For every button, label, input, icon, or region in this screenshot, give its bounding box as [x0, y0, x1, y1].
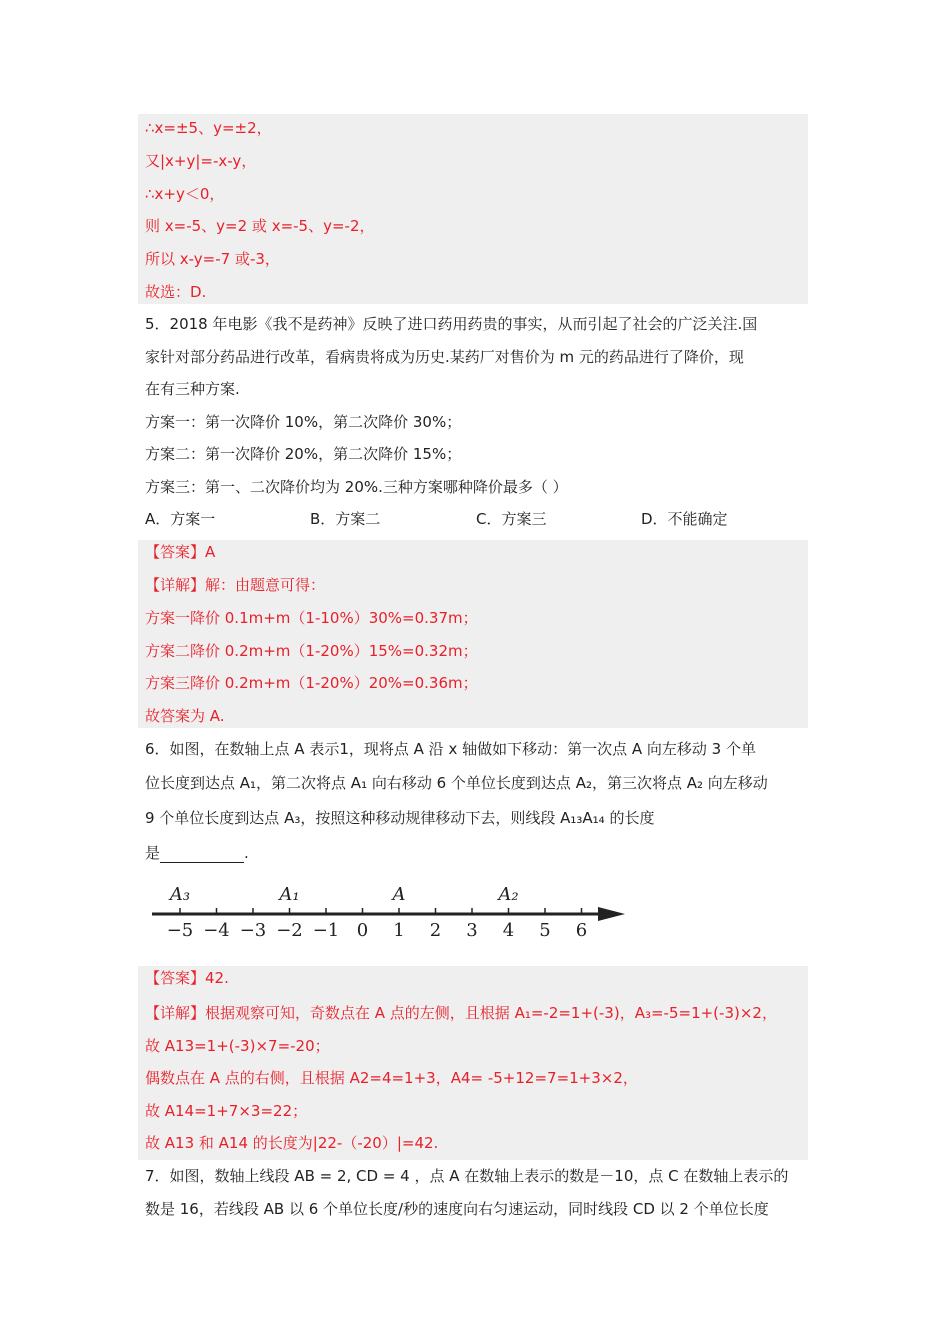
q6-detail-2: 故 A13=1+(-3)×7=-20；	[145, 1037, 330, 1055]
prev-line-6: 故选：D.	[145, 283, 207, 301]
q6-detail-4: 故 A14=1+7×3=22；	[145, 1102, 308, 1120]
tick-label: 3	[466, 920, 478, 941]
q5-stem-6: 方案三：第一、二次降价均为 20%.三种方案哪种降价最多（ ）	[145, 478, 568, 496]
tick-label: −3	[239, 920, 267, 941]
prev-line-5: 所以 x-y=-7 或-3，	[145, 250, 280, 268]
q5-option-b: B．方案二	[310, 510, 381, 528]
tick-label: 0	[356, 920, 369, 941]
q6-stem-3: 9 个单位长度到达点 A₃，按照这种移动规律移动下去，则线段 A₁₃A₁₄ 的长度	[145, 809, 655, 827]
q5-stem-2: 家针对部分药品进行改革，看病贵将成为历史.某药厂对售价为 m 元的药品进行了降价，现	[145, 348, 744, 366]
tick-label: 2	[429, 920, 442, 941]
q5-detail-2: 方案一降价 0.1m+m（1-10%）30%=0.37m；	[145, 609, 478, 627]
point-label: A₂	[498, 884, 519, 905]
q6-detail-1: 【详解】根据观察可知，奇数点在 A 点的左侧，且根据 A₁=-2=1+(-3)，A₃=-5=1+(-3)×2，	[145, 1004, 777, 1022]
q5-detail-5: 故答案为 A.	[145, 707, 225, 725]
tick-label: 4	[502, 920, 515, 941]
q5-detail-1: 【详解】解：由题意可得：	[145, 576, 326, 594]
q5-answer: 【答案】A	[145, 543, 216, 561]
q5-detail-3: 方案二降价 0.2m+m（1-20%）15%=0.32m；	[145, 642, 478, 660]
number-line-figure	[150, 880, 630, 946]
q6-stem-4-text: 是	[145, 844, 161, 862]
point-label: A₁	[279, 884, 300, 905]
point-label: A₃	[169, 884, 191, 905]
q6-detail-5: 故 A13 和 A14 的长度为|22-（-20）|=42.	[145, 1134, 439, 1152]
answer-blank	[160, 846, 244, 863]
prev-line-1: ∴x=±5、y=±2，	[145, 119, 272, 137]
tick-label: −2	[276, 920, 303, 941]
answer-panel-q5	[138, 540, 808, 728]
prev-line-2: 又|x+y|=-x-y，	[145, 152, 257, 170]
q6-stem-2: 位长度到达点 A₁，第二次将点 A₁ 向右移动 6 个单位长度到达点 A₂，第三次将点 A₂ 向左移动	[145, 774, 768, 792]
point-label: A	[392, 884, 406, 905]
q7-stem-2: 数是 16，若线段 AB 以 6 个单位长度/秒的速度向右匀速运动，同时线段 CD 以 2 个单位长度	[145, 1200, 769, 1218]
q6-stem-1: 6．如图，在数轴上点 A 表示1，现将点 A 沿 x 轴做如下移动：第一次点 A 向左移动 3 个单	[145, 740, 756, 758]
answer-panel-q6	[138, 966, 808, 1160]
q5-stem-3: 在有三种方案.	[145, 380, 240, 398]
q5-stem-1: 5．2018 年电影《我不是药神》反映了进口药用药贵的事实，从而引起了社会的广泛关注.国	[145, 315, 758, 333]
number-line-arrow	[598, 907, 625, 921]
q5-stem-5: 方案二：第一次降价 20%，第二次降价 15%；	[145, 445, 462, 463]
answer-panel-prev	[138, 114, 808, 304]
q5-stem-4: 方案一：第一次降价 10%，第二次降价 30%；	[145, 413, 462, 431]
tick-label: −4	[203, 920, 230, 941]
q5-option-c: C．方案三	[476, 510, 547, 528]
tick-label: 5	[539, 920, 551, 941]
q7-stem-1: 7．如图，数轴上线段 AB = 2, CD = 4 ，点 A 在数轴上表示的数是－10，点 C 在数轴上表示的	[145, 1167, 789, 1185]
tick-label: −1	[312, 920, 340, 941]
q6-detail-3: 偶数点在 A 点的右侧，且根据 A2=4=1+3，A4= -5+12=7=1+3×2，	[145, 1069, 638, 1087]
q6-stem-end: .	[244, 844, 249, 862]
q5-option-a: A．方案一	[145, 510, 216, 528]
tick-label: 1	[393, 920, 405, 941]
q6-answer: 【答案】42.	[145, 969, 229, 987]
prev-line-4: 则 x=-5、y=2 或 x=-5、y=-2，	[145, 217, 375, 235]
q5-detail-4: 方案三降价 0.2m+m（1-20%）20%=0.36m；	[145, 674, 478, 692]
tick-label: −5	[166, 920, 194, 941]
q6-stem-4	[145, 843, 249, 863]
prev-line-3: ∴x+y＜0，	[145, 185, 225, 203]
q5-option-d: D．不能确定	[641, 510, 728, 528]
tick-label: 6	[575, 920, 588, 941]
